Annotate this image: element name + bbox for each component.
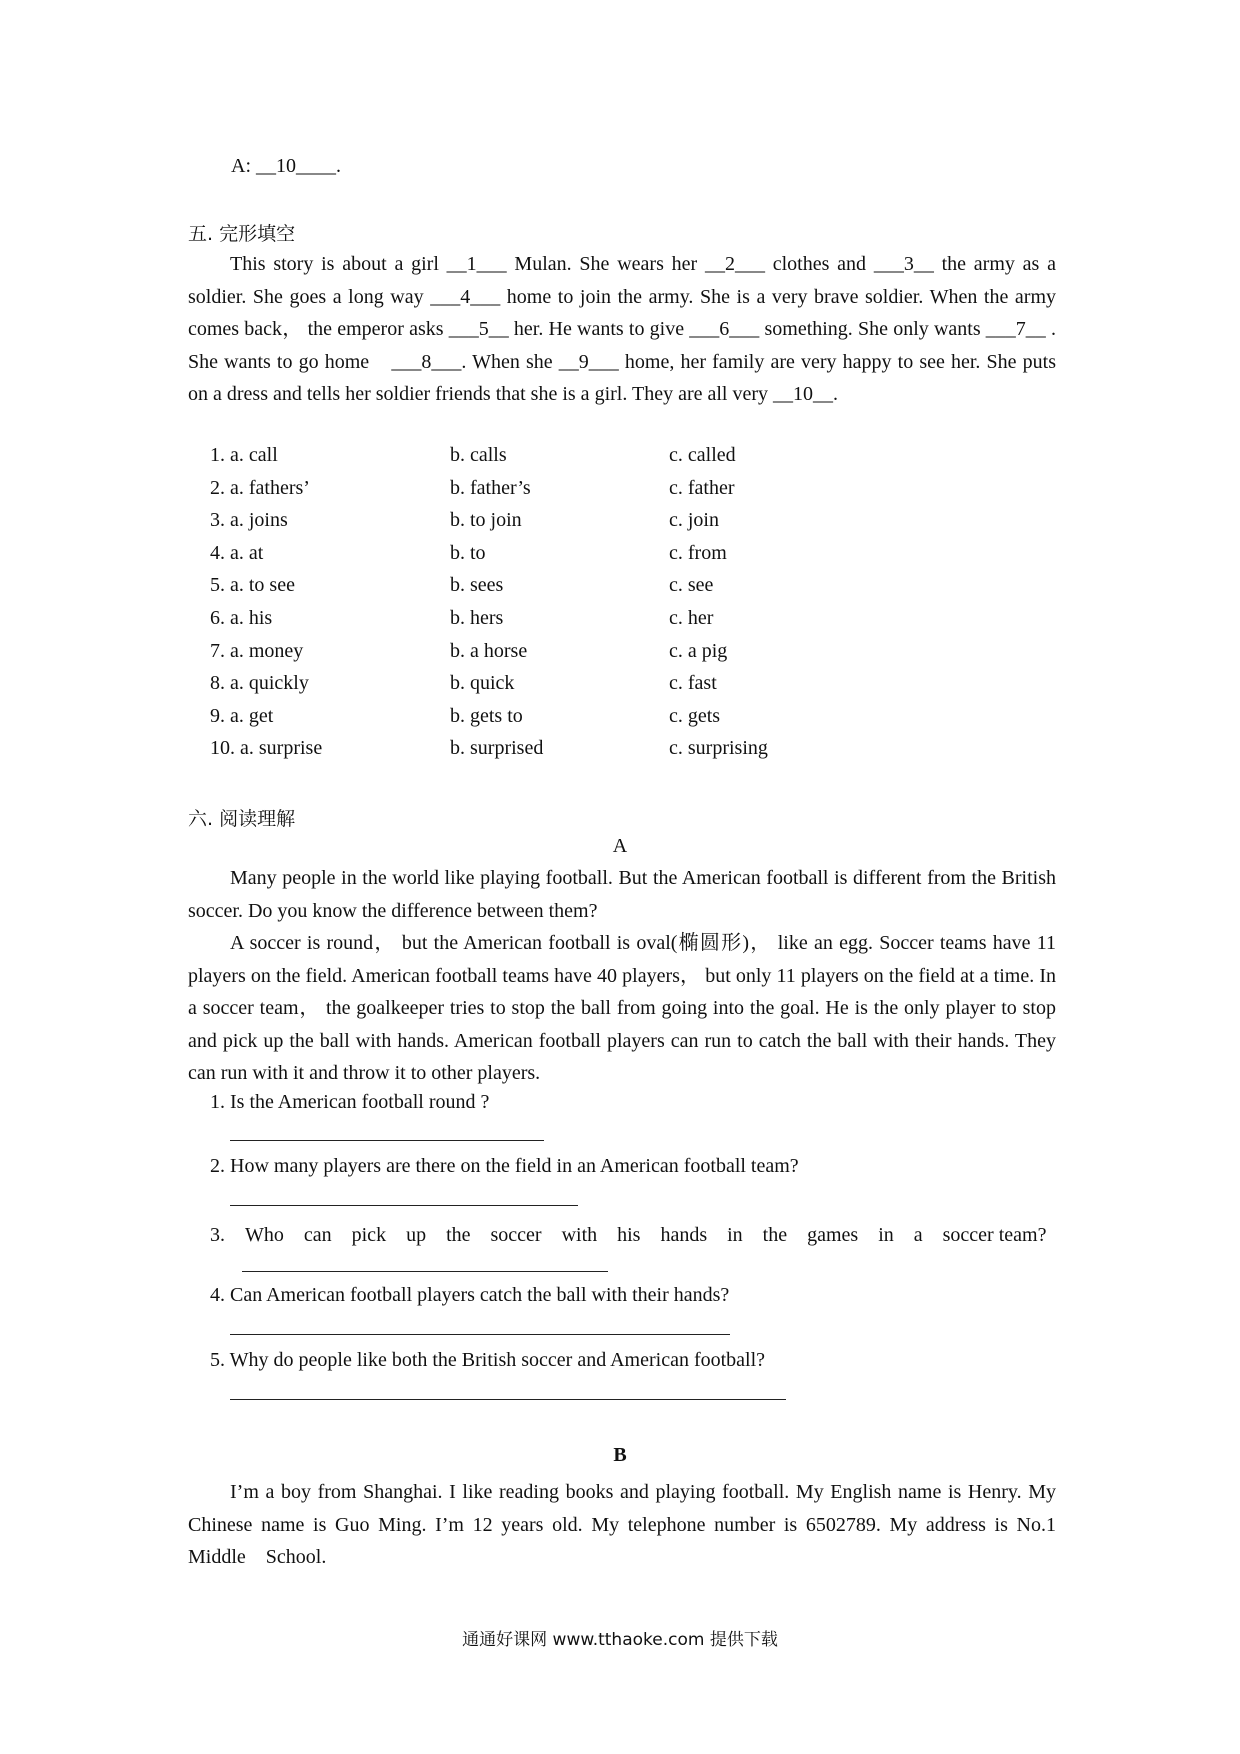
- answer-line-2: [230, 1205, 578, 1206]
- option-row: [0, 509, 1240, 541]
- question-2: 2. How many players are there on the field in an American football team?: [210, 1155, 799, 1177]
- answer-line-1: [230, 1140, 544, 1141]
- option-a: 1. a. call: [210, 444, 278, 466]
- option-c: c. a pig: [669, 639, 728, 662]
- option-b: b. calls: [450, 444, 507, 466]
- option-b: b. gets to: [450, 704, 523, 727]
- option-row: [0, 444, 1240, 476]
- footer-download-notice: 通通好课网 www.tthaoke.com 提供下载: [462, 1630, 778, 1650]
- section-6-title: 六. 阅读理解: [188, 808, 296, 830]
- option-b: b. a horse: [450, 639, 528, 662]
- answer-line-5: [230, 1399, 786, 1400]
- option-a: 9. a. get: [210, 704, 274, 727]
- question-4: 4. Can American football players catch the ball with their hands?: [210, 1284, 730, 1306]
- answer-line-a10: A: __10____.: [231, 155, 341, 177]
- option-c: c. gets: [669, 704, 721, 727]
- option-c: c. fast: [669, 672, 717, 695]
- option-c: c. join: [669, 509, 719, 532]
- option-a: 4. a. at: [210, 541, 264, 564]
- option-b: b. surprised: [450, 737, 544, 760]
- option-c: c. see: [669, 574, 714, 597]
- option-b: b. father’s: [450, 476, 531, 499]
- question-3: 3. Who can pick up the soccer with his hands in the games in a soccer team?: [210, 1224, 1047, 1246]
- option-a: 10. a. surprise: [210, 737, 323, 760]
- option-b: b. quick: [450, 672, 515, 695]
- option-row: [0, 737, 1240, 769]
- cloze-passage: This story is about a girl __1___ Mulan. She wears her __2___ clothes and ___3__ the army as a soldier. She goes a long way ___4___ home to join the army. She is a very brave soldier. When the army comes back， the emperor asks ___5__ her. He wants to give ___6___ something. She only wants ___7__ . She wants to go home ___8___. When she __9___ home, her family are very happy to see her. She puts on a dress and tells her soldier friends that she is a girl. They are all very __10__.: [188, 253, 1056, 406]
- option-a: 6. a. his: [210, 607, 273, 629]
- answer-line-4: [230, 1334, 730, 1335]
- answer-line-3: [242, 1271, 608, 1272]
- option-c: c. her: [669, 607, 714, 629]
- option-row: [0, 542, 1240, 574]
- option-row: [0, 477, 1240, 509]
- option-a: 3. a. joins: [210, 509, 288, 532]
- part-a-paragraph-1: Many people in the world like playing football. But the American football is different from the British soccer. Do you know the difference between them?: [188, 867, 1056, 922]
- option-b: b. hers: [450, 607, 504, 629]
- option-c: c. surprising: [669, 737, 768, 760]
- option-row: [0, 607, 1240, 639]
- option-row: [0, 640, 1240, 672]
- section-5-title: 五. 完形填空: [188, 223, 296, 245]
- option-c: c. father: [669, 476, 735, 499]
- option-b: b. sees: [450, 574, 504, 597]
- option-c: c. from: [669, 541, 727, 564]
- part-b-paragraph: I’m a boy from Shanghai. I like reading books and playing football. My English name is Henry. My Chinese name is Guo Ming. I’m 12 years old. My telephone number is 6502789. My address is No.1 Middle School.: [188, 1481, 1056, 1569]
- option-a: 2. a. fathers’: [210, 476, 310, 499]
- option-c: c. called: [669, 444, 736, 466]
- question-5: 5. Why do people like both the British soccer and American football?: [210, 1349, 766, 1371]
- option-row: [0, 705, 1240, 737]
- part-a-label: A: [612, 835, 628, 857]
- option-row: [0, 672, 1240, 704]
- option-b: b. to join: [450, 509, 522, 532]
- option-a: 5. a. to see: [210, 574, 295, 597]
- option-a: 7. a. money: [210, 639, 304, 662]
- option-b: b. to: [450, 541, 486, 564]
- question-1: 1. Is the American football round ?: [210, 1091, 490, 1113]
- part-b-label: B: [613, 1444, 627, 1466]
- option-row: [0, 574, 1240, 606]
- option-a: 8. a. quickly: [210, 672, 309, 695]
- part-a-paragraph-2: A soccer is round， but the American football is oval(椭圆形)， like an egg. Soccer teams have 11 players on the field. American football teams have 40 players， but only 11 players on the field at a time. In a soccer team， the goalkeeper tries to stop the ball from going into the goal. He is the only player to stop and pick up the ball with hands. American football players can run to catch the ball with their hands. They can run with it and throw it to other players.: [188, 932, 1056, 1085]
